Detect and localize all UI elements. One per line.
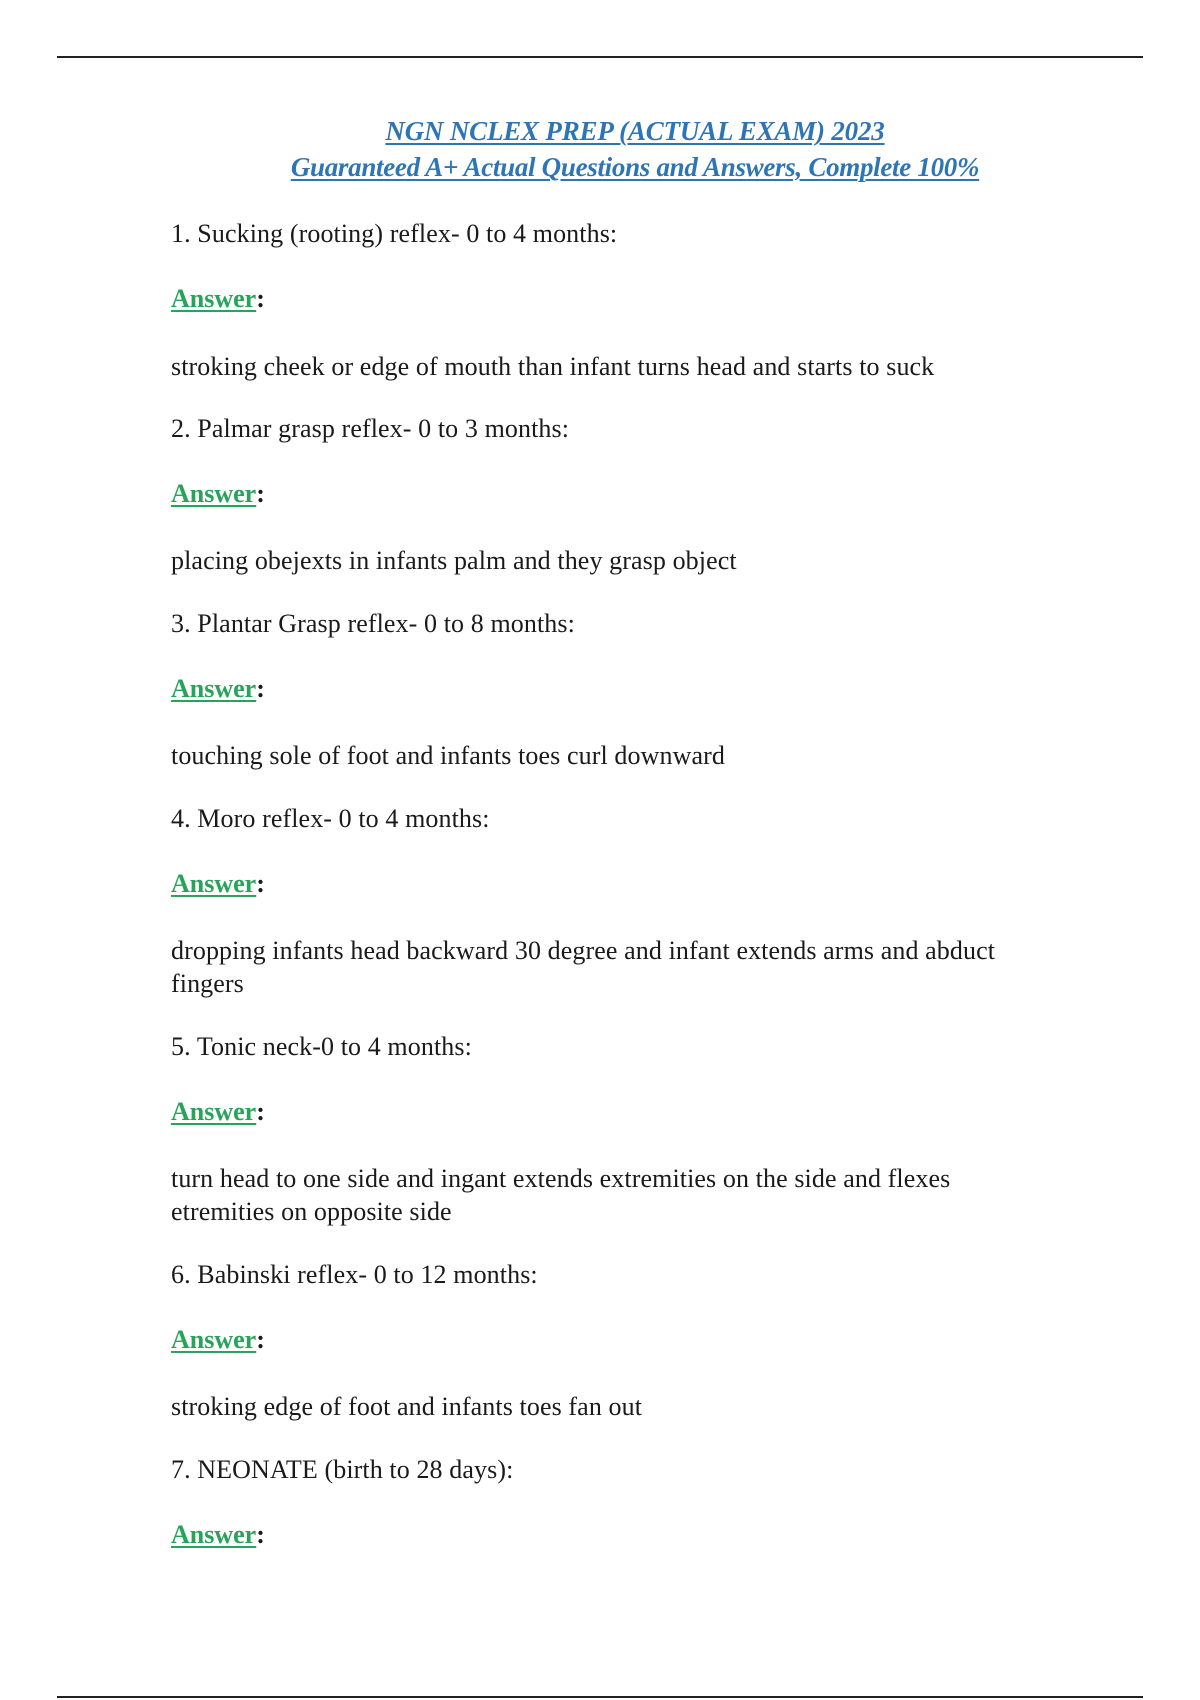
- question-3: 3. Plantar Grasp reflex- 0 to 8 months:: [171, 609, 575, 638]
- answer-5: turn head to one side and ingant extends extremities on the side and flexes etremities on opposite side: [171, 1164, 951, 1226]
- document-title: [0, 113, 1200, 185]
- bottom-divider: [57, 1696, 1143, 1698]
- answer-label-5: Answer:: [171, 1097, 265, 1126]
- answer-3: touching sole of foot and infants toes curl downward: [171, 741, 725, 770]
- question-1: 1. Sucking (rooting) reflex- 0 to 4 months:: [171, 219, 618, 248]
- answer-label-6: Answer:: [171, 1325, 265, 1354]
- answer-link[interactable]: Answer: [171, 284, 257, 313]
- answer-1: stroking cheek or edge of mouth than infant turns head and starts to suck: [171, 352, 935, 381]
- answer-link[interactable]: Answer: [171, 869, 257, 898]
- question-7: 7. NEONATE (birth to 28 days):: [171, 1455, 514, 1484]
- title-line-1[interactable]: NGN NCLEX PREP (ACTUAL EXAM) 2023: [385, 116, 885, 146]
- title-line-2[interactable]: Guaranteed A+ Actual Questions and Answers, Complete 100%: [290, 152, 980, 182]
- answer-link[interactable]: Answer: [171, 1097, 257, 1126]
- answer-link[interactable]: Answer: [171, 674, 257, 703]
- question-5: 5. Tonic neck-0 to 4 months:: [171, 1032, 472, 1061]
- question-4: 4. Moro reflex- 0 to 4 months:: [171, 804, 490, 833]
- answer-2: placing obejexts in infants palm and they grasp object: [171, 546, 737, 575]
- answer-link[interactable]: Answer: [171, 1520, 257, 1549]
- answer-link[interactable]: Answer: [171, 479, 257, 508]
- answer-link[interactable]: Answer: [171, 1325, 257, 1354]
- question-2: 2. Palmar grasp reflex- 0 to 3 months:: [171, 414, 570, 443]
- answer-4: dropping infants head backward 30 degree and infant extends arms and abduct fingers: [171, 936, 996, 998]
- answer-label-7: Answer:: [171, 1520, 265, 1549]
- answer-label-2: Answer:: [171, 479, 265, 508]
- answer-label-4: Answer:: [171, 869, 265, 898]
- answer-6: stroking edge of foot and infants toes fan out: [171, 1392, 643, 1421]
- answer-label-1: Answer:: [171, 284, 265, 313]
- answer-label-3: Answer:: [171, 674, 265, 703]
- question-6: 6. Babinski reflex- 0 to 12 months:: [171, 1260, 538, 1289]
- top-divider: [57, 56, 1143, 58]
